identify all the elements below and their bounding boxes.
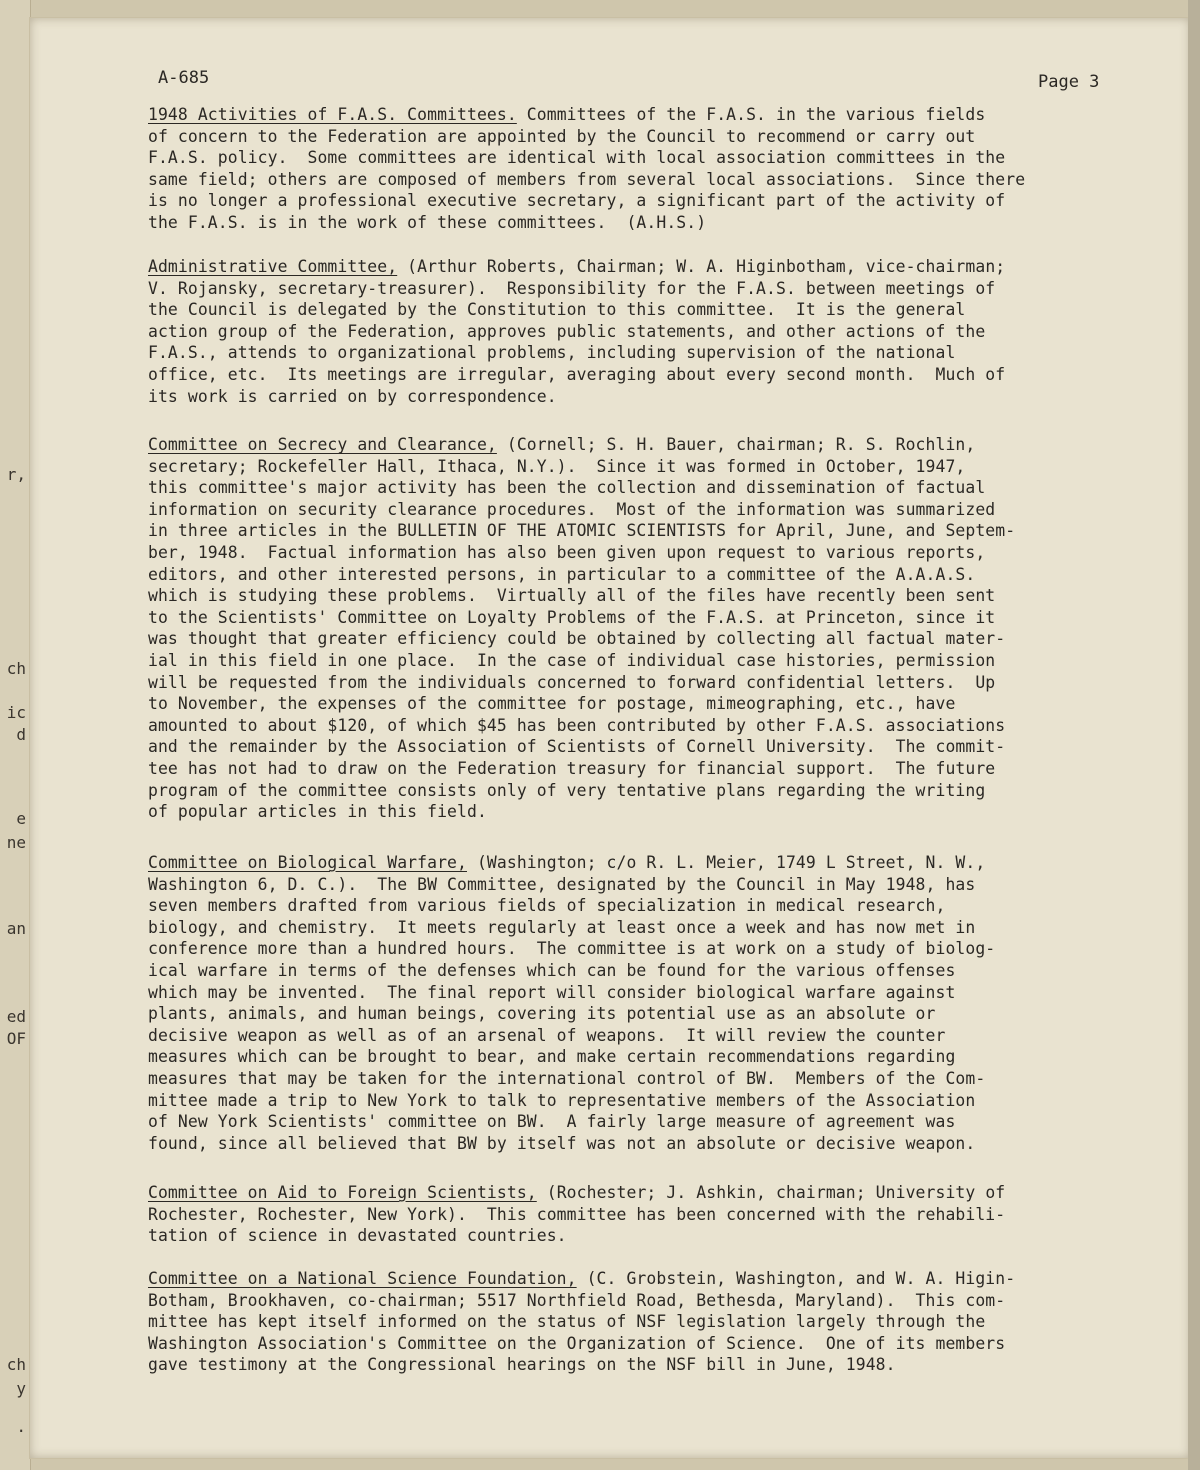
section-biological-warfare: Committee on Biological Warfare, (Washington; c/o R. L. Meier, 1749 L Street, N. W., Washington 6, D. C.). The BW Committee, designated by the Council in May 1948, has seven members drafted from various fields of specialization in medical research, biology, and chemistry. It meets regularly at least once a week and has now met in conference more than a hundred hours. The committee is at work on a study of biolog- ical warfare in terms of the defenses which can be found for the various offenses which may be invented. The final report will consider biological warfare against plants, animals, and human beings, covering its potential use as an absolute or decisive weapon as well as of an arsenal of weapons. It will review the counter measures which can be brought to bear, and make certain recommendations regarding measures that may be taken for the international control of BW. Members of the Com- mittee made a trip to New York to talk to representative members of the Association of New York Scientists' committee on BW. A fairly large measure of agreement was found, since all believed that BW by itself was not an absolute or decisive weapon. xyxy=(148,853,996,1153)
margin-fragment: ne xyxy=(6,834,26,852)
scan-edge xyxy=(1188,0,1200,1470)
margin-fragment: ic xyxy=(6,704,26,722)
section-national-science-foundation: Committee on a National Science Foundation, (C. Grobstein, Washington, and W. A. Higin- Botham, Brookhaven, co-chairman; 5517 Northfield Road, Bethesda, Maryland). This com- mittee has kept itself informed on the status of NSF legislation largely through the Washington Association's Committee on the Organization of Science. One of its members gave testimony at the Congressional hearings on the NSF bill in June, 1948. xyxy=(148,1269,1016,1375)
margin-fragment: OF xyxy=(6,1030,26,1048)
typed-page xyxy=(30,18,1190,1458)
margin-fragment: d xyxy=(16,726,26,744)
margin-fragment: e xyxy=(16,810,26,828)
section-title: 1948 Activities of F.A.S. Committees. xyxy=(148,105,517,124)
section-administrative-committee: Administrative Committee, (Arthur Roberts, Chairman; W. A. Higinbotham, vice-chairman; V. Rojansky, secretary-treasurer). Responsibility for the F.A.S. between meetings of the Council is delegated by the Constitution to this committee. It is the general action group of the Federation, approves public statements, and other actions of the F.A.S., attends to organizational problems, including supervision of the national office, etc. Its meetings are irregular, averaging about every second month. Much of its work is carried on by correspondence. xyxy=(148,257,1006,406)
adjacent-page-edge xyxy=(0,0,31,1470)
document-number: A-685 xyxy=(158,68,210,88)
margin-fragment: ch xyxy=(6,1356,26,1374)
section-title: Committee on a National Science Foundation, xyxy=(148,1269,577,1288)
section-title: Committee on Aid to Foreign Scientists, xyxy=(148,1183,537,1202)
section-aid-foreign-scientists: Committee on Aid to Foreign Scientists, (Rochester; J. Ashkin, chairman; University of Rochester, Rochester, New York). This committee has been concerned with the rehabili- tation of science in devastated countries. xyxy=(148,1183,1006,1246)
margin-fragment: ed xyxy=(6,1008,26,1026)
section-title: Administrative Committee, xyxy=(148,257,398,276)
section-secrecy-clearance: Committee on Secrecy and Clearance, (Cornell; S. H. Bauer, chairman; R. S. Rochlin, secretary; Rockefeller Hall, Ithaca, N.Y.). Since it was formed in October, 1947, this committee's major activity has been the collection and dissemination of factual information on security clearance procedures. Most of the information was summarized in three articles in the BULLETIN OF THE ATOMIC SCIENTISTS for April, June, and Septem- ber, 1948. Factual information has also been given upon request to various reports, editors, and other interested persons, in particular to a committee of the A.A.A.S. which is studying these problems. Virtually all of the files have recently been sent to the Scientists' Committee on Loyalty Problems of the F.A.S. at Princeton, since it was thought that greater efficiency could be obtained by collecting all factual mater- ial in this field in one place. In the case of individual case histories, permission will be requested from the individuals concerned to forward confidential letters. Up to November, the expenses of the committee for postage, mimeographing, etc., have amounted to about $120, of which $45 has been contributed by other F.A.S. associations and the remainder by the Association of Scientists of Cornell University. The commit- tee has not had to draw on the Federation treasury for financial support. The future program of the committee consists only of very tentative plans regarding the writing of popular articles in this field. xyxy=(148,435,1016,822)
page-number: Page 3 xyxy=(1038,72,1100,92)
margin-fragment: y xyxy=(16,1380,26,1398)
margin-fragment: . xyxy=(16,1418,26,1436)
section-title: Committee on Secrecy and Clearance, xyxy=(148,435,497,454)
margin-fragment: an xyxy=(6,920,26,938)
section-title: Committee on Biological Warfare, xyxy=(148,853,467,872)
margin-fragment: r, xyxy=(6,466,26,484)
margin-fragment: ch xyxy=(6,660,26,678)
section-fas-committees: 1948 Activities of F.A.S. Committees. Committees of the F.A.S. in the various fields of concern to the Federation are appointed by the Council to recommend or carry out F.A.S. policy. Some committees are identical with local association committees in the same field; others are composed of members from several local associations. Since there is no longer a professional executive secretary, a significant part of the activity of the F.A.S. is in the work of these committees. (A.H.S.) xyxy=(148,105,1026,232)
